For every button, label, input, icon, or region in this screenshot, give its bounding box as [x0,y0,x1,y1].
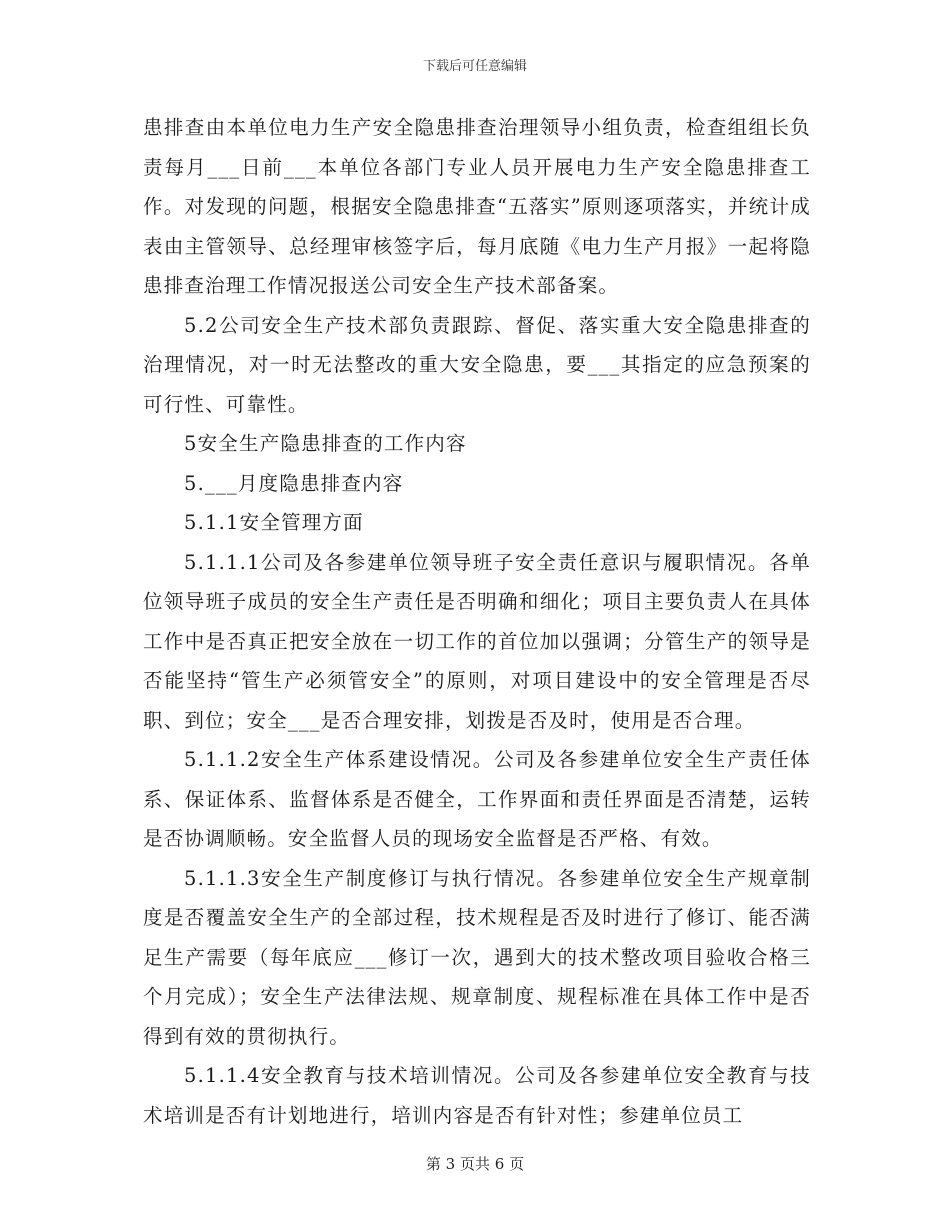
paragraph-5-1-1-2: 5.1.1.2安全生产体系建设情况。公司及各参建单位安全生产责任体系、保证体系、监督体系是否健全，工作界面和责任界面是否清楚，运转是否协调顺畅。安全监督人员的现场安全监督是否严格、有效。 [143,748,811,850]
paragraph-5-1-1-3: 5.1.1.3安全生产制度修订与执行情况。各参建单位安全生产规章制度是否覆盖安全生产的全部过程，技术规程是否及时进行了修订、能否满足生产需要（每年底应___修订一次，遇到大的技术整改项目验收合格三个月完成）；安全生产法律法规、规章制度、规程标准在具体工作中是否得到有效的贯彻执行。 [143,866,811,1048]
section-heading-5-1: 5.___月度隐患排查内容 [184,471,404,495]
page-header: 下载后可任意编辑 [422,59,527,74]
paragraph-5-1-1-4: 5.1.1.4安全教育与技术培训情况。公司及各参建单位安全教育与技术培训是否有计划地进行，培训内容是否有针对性；参建单位员工 [143,1064,811,1127]
paragraph-1: 患排查由本单位电力生产安全隐患排查治理领导小组负责，检查组组长负责每月___日前___本单位各部门专业人员开展电力生产安全隐患排查工作。对发现的问题，根据安全隐患排查“五落实”原则逐项落实，并统计成表由主管领导、总经理审核签字后，每月底随《电力生产月报》一起将隐患排查治理工作情况报送公司安全生产技术部备案。 [143,116,811,297]
document-body [143,108,811,1135]
section-heading-5: 5安全生产隐患排查的工作内容 [184,432,467,455]
paragraph-2: 5.2公司安全生产技术部负责跟踪、督促、落实重大安全隐患排查的治理情况，对一时无法整改的重大安全隐患，要___其指定的应急预案的可行性、可靠性。 [143,313,811,416]
page-footer: 第 3 页共 6 页 [425,1155,525,1173]
paragraph-5-1-1-1: 5.1.1.1公司及各参建单位领导班子安全责任意识与履职情况。各单位领导班子成员的安全生产责任是否明确和细化；项目主要负责人在具体工作中是否真正把安全放在一切工作的首位加以强调；分管生产的领导是否能坚持“管生产必须管安全”的原则，对项目建设中的安全管理是否尽职、到位；安全___是否合理安排，划拨是否及时，使用是否合理。 [143,550,811,732]
section-heading-5-1-1: 5.1.1安全管理方面 [184,511,364,534]
